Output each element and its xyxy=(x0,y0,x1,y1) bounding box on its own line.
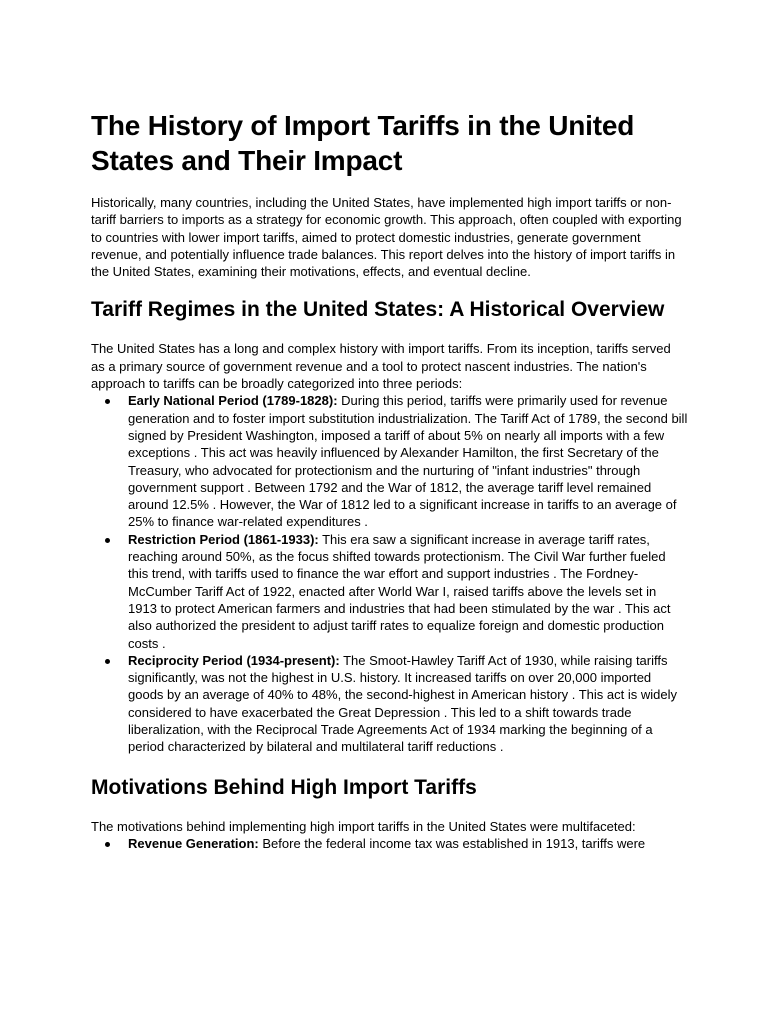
list-item-label: Reciprocity Period (1934-present): xyxy=(128,652,340,668)
bullet-icon xyxy=(105,399,110,404)
list-item xyxy=(91,392,688,530)
motivations-list xyxy=(91,835,688,852)
list-item-label: Early National Period (1789-1828): xyxy=(128,393,338,409)
list-item-text: This era saw a significant increase in average tariff rates, reaching around 50%, as the focus shifted towards protectionism. The Civil War further fueled this trend, with tariffs used to finance the war effort and support industries . The Fordney-McCumber Tariff Act of 1922, enacted after World War I, raised tariffs above the levels set in 1913 to protect American farmers and industries that had been stimulated by the war . This act also authorized the president to adjust tariff rates to equalize foreign and domestic production costs . xyxy=(128,531,671,651)
list-item xyxy=(91,531,688,652)
intro-paragraph: Historically, many countries, including the United States, have implemented high import tariffs or non-tariff barriers to imports as a strategy for economic growth. This approach, often coupled with exporting to countries with lower import tariffs, aimed to protect domestic industries, generate government revenue, and potentially influence trade balances. This report delves into the history of import tariffs in the United States, examining their motivations, effects, and eventual decline. xyxy=(91,195,682,280)
tariff-periods-list xyxy=(91,392,688,755)
bullet-icon xyxy=(105,538,110,543)
bullet-icon xyxy=(105,842,110,847)
section-paragraph-motivations: The motivations behind implementing high import tariffs in the United States were multifaceted: xyxy=(91,818,636,834)
list-item-label: Revenue Generation: xyxy=(128,835,259,851)
list-item-text: Before the federal income tax was established in 1913, tariffs were xyxy=(258,835,646,851)
list-item-label: Restriction Period (1861-1933): xyxy=(128,531,319,547)
list-item-text: The Smoot-Hawley Tariff Act of 1930, while raising tariffs significantly, was not the highest in U.S. history. It increased tariffs on over 20,000 imported goods by an average of 40% to 48%, the second-highest in American history . This act is widely considered to have exacerbated the Great Depression . This led to a shift towards trade liberalization, with the Reciprocal Trade Agreements Act of 1934 marking the beginning of a period characterized by bilateral and multilateral tariff reductions . xyxy=(128,652,677,755)
list-item-text: During this period, tariffs were primarily used for revenue generation and to foster import substitution industrialization. The Tariff Act of 1789, the second bill signed by President Washington, imposed a tariff of about 5% on nearly all imports with a few exceptions . This act was heavily influenced by Alexander Hamilton, the first Secretary of the Treasury, who advocated for protectionism and the nurturing of "infant industries" through government support . Between 1792 and the War of 1812, the average tariff level remained around 12.5% . However, the War of 1812 led to a significant increase in tariffs to an average of 25% to finance war-related expenditures . xyxy=(128,393,688,530)
document-title: The History of Import Tariffs in the United States and Their Impact xyxy=(91,110,635,176)
section-heading-motivations: Motivations Behind High Import Tariffs xyxy=(91,775,477,799)
list-item xyxy=(91,652,688,756)
bullet-icon xyxy=(105,659,110,664)
section-heading-tariff-regimes: Tariff Regimes in the United States: A Historical Overview xyxy=(91,298,665,322)
section-paragraph-tariff-regimes: The United States has a long and complex history with import tariffs. From its inception, tariffs served as a primary source of government revenue and a tool to protect nascent industries. The nation's approach to tariffs can be broadly categorized into three periods: xyxy=(91,341,671,392)
list-item xyxy=(91,835,688,852)
